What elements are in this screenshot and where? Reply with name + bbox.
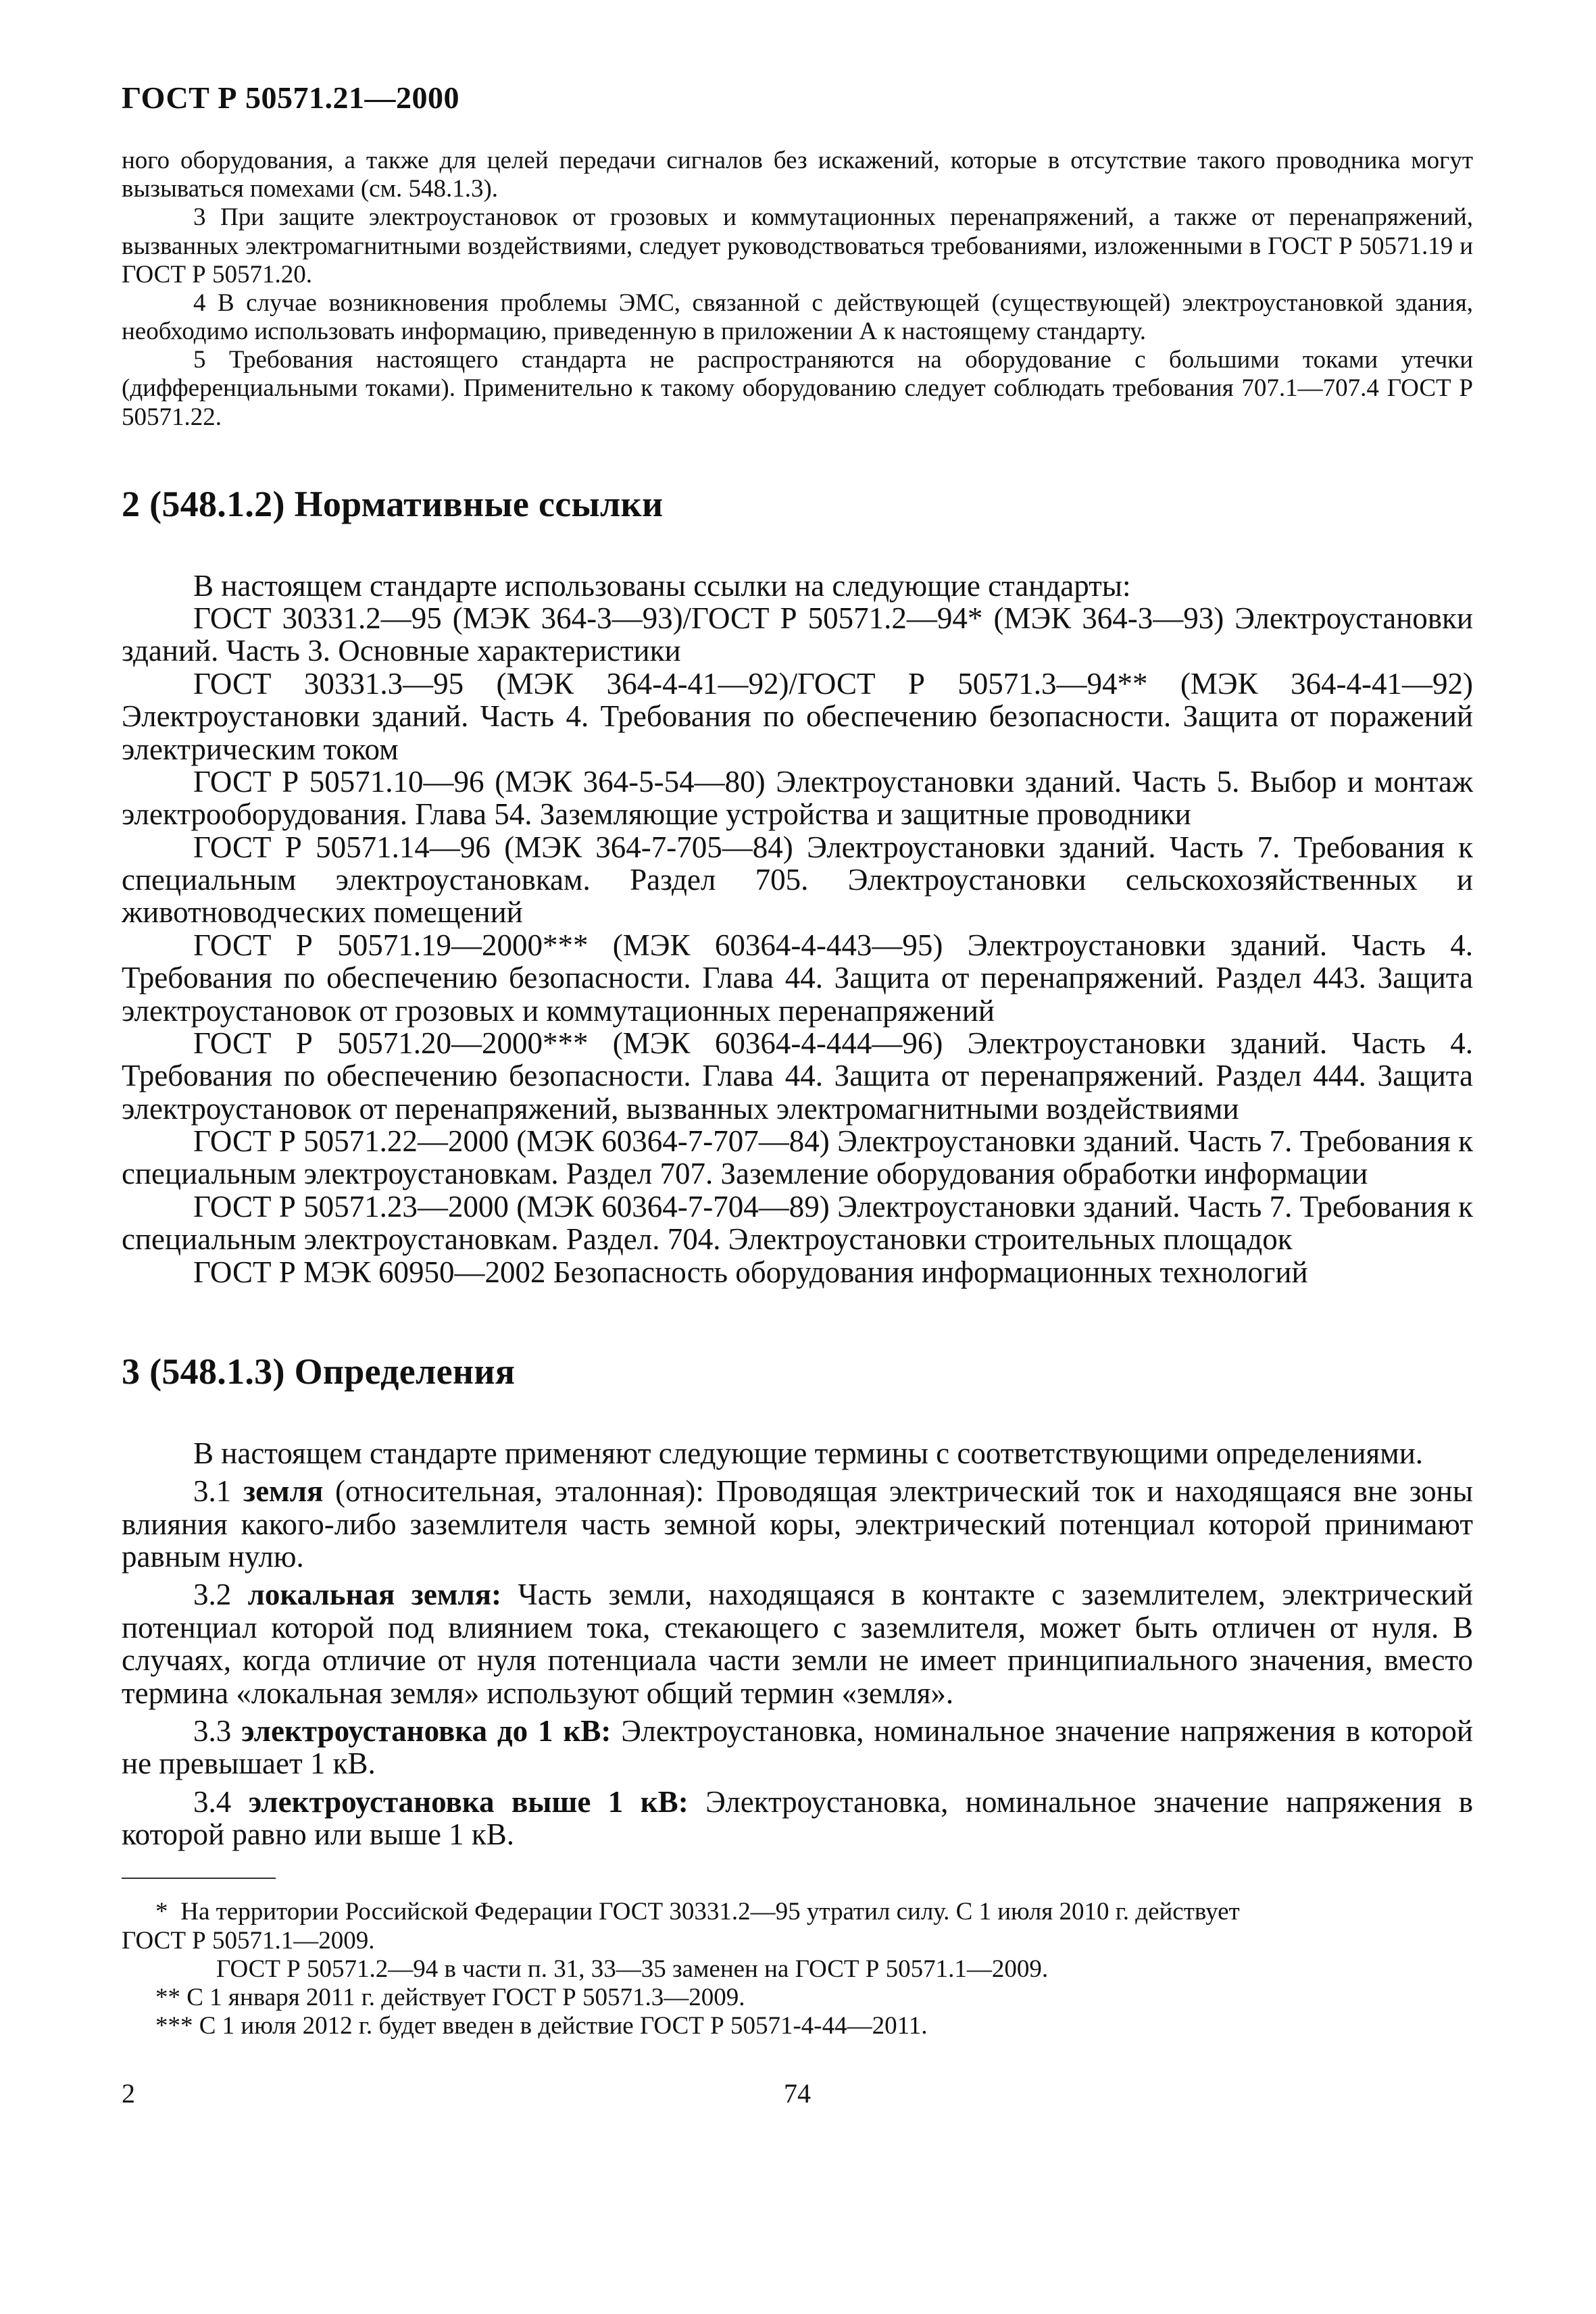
footnote (122, 1984, 1473, 2012)
definition-text: Часть земли, находящаяся в контакте с заземлителем, электрический потенциал которой под влиянием тока, стекающего с заземлителя, может быть отличен от нуля. В случаях, когда отличие от нуля потенциала части земли не имеет принципиального значения, вместо термина «локальная земля» используют общий термин «земля». (122, 1578, 1473, 1710)
definition-number: 3.2 (193, 1578, 232, 1612)
note-continuation: ного оборудования, а также для целей передачи сигналов без искажений, которые в отсутствие такого проводника могут вызываться помехами (см. 548.1.3). (122, 147, 1473, 203)
reference-item: ГОСТ 30331.3—95 (МЭК 364-4-41—92)/ГОСТ Р 50571.3—94** (МЭК 364-4-41—92) Электроустановки зданий. Часть 4. Требования по обеспечению безопасности. Защита от поражений электрическим током (122, 666, 1473, 766)
sheet-number: 74 (784, 2078, 811, 2109)
footnote-text: На территории Российской Федерации ГОСТ 30331.2—95 утратил силу. С 1 июля 2010 г. действует (180, 1898, 1240, 1926)
document-code: ГОСТ Р 50571.21—2000 (122, 80, 459, 115)
notes-block (122, 147, 1473, 432)
footnote (122, 1955, 1473, 1984)
definition-term: электроустановка выше 1 кВ: (248, 1784, 689, 1819)
footnote-text: С 1 января 2011 г. действует ГОСТ Р 50571.3—2009. (186, 1983, 745, 2011)
definition-item (122, 1715, 1473, 1780)
footnote-continuation (122, 1927, 1473, 1955)
definition-number: 3.1 (193, 1474, 232, 1509)
definitions-block (122, 1437, 1473, 1851)
footnote-text: ГОСТ Р 50571.1—2009. (122, 1926, 375, 1955)
reference-item: ГОСТ Р 50571.22—2000 (МЭК 60364-7-707—84) Электроустановки зданий. Часть 7. Требования к специальным электроустановкам. Раздел 707. Заземление оборудования обработки информации (122, 1124, 1473, 1191)
definition-text: Электроустановка, номинальное значение напряжения в которой не превышает 1 кВ. (122, 1713, 1473, 1781)
definition-number: 3.4 (193, 1784, 232, 1819)
definition-item (122, 1578, 1473, 1709)
note-5: 5 Требования настоящего стандарта не распространяются на оборудование с большими токами утечки (дифференциальными токами). Применительно к такому оборудованию следует соблюдать требования 707.1—707.4 ГОСТ Р 50571.22. (122, 346, 1473, 431)
footnote-divider (122, 1878, 276, 1879)
page-content (122, 80, 1473, 2040)
reference-item: ГОСТ Р МЭК 60950—2002 Безопасность оборудования информационных технологий (193, 1255, 1308, 1289)
definitions-intro: В настоящем стандарте применяют следующие термины с соответствующими определениями. (193, 1436, 1424, 1470)
definition-item (122, 1786, 1473, 1851)
reference-item: ГОСТ Р 50571.10—96 (МЭК 364-5-54—80) Электроустановки зданий. Часть 5. Выбор и монтаж электрооборудования. Глава 54. Заземляющие устройства и защитные проводники (122, 764, 1473, 832)
definition-item (122, 1475, 1473, 1573)
reference-item: ГОСТ Р 50571.19—2000*** (МЭК 60364-4-443—95) Электроустановки зданий. Часть 4. Требования по обеспечению безопасности. Глава 44. Защита от перенапряжений. Раздел 443. Защита электроустановок от грозовых и коммутационных перенапряжений (122, 928, 1473, 1028)
footnote-text: С 1 июля 2012 г. будет введен в действие ГОСТ Р 50571-4-44—2011. (199, 2012, 928, 2040)
references-block (122, 570, 1473, 1288)
definition-text: Электроустановка, номинальное значение напряжения в которой равно или выше 1 кВ. (122, 1784, 1473, 1852)
reference-item: ГОСТ 30331.2—95 (МЭК 364-3—93)/ГОСТ Р 50571.2—94* (МЭК 364-3—93) Электроустановки зданий. Часть 3. Основные характеристики (122, 601, 1473, 668)
footnote: * На территории Российской Федерации ГОСТ 30331.2—95 утратил силу. С 1 июля 2010 г. действует (155, 1898, 1240, 1926)
footnotes-block (122, 1898, 1473, 2040)
note-3: 3 При защите электроустановок от грозовых и коммутационных перенапряжений, а также от перенапряжений, вызванных электромагнитными воздействиями, следует руководствоваться требованиями, изложенными в ГОСТ Р 50571.19 и ГОСТ Р 50571.20. (122, 203, 1473, 288)
section-heading-references: 2 (548.1.2) Нормативные ссылки (122, 483, 664, 524)
definition-number: 3.3 (193, 1713, 232, 1748)
footnote-mark: *** (155, 2012, 193, 2040)
definition-term: локальная земля: (247, 1578, 502, 1612)
page-number: 2 (122, 2078, 135, 2109)
definition-term: земля (243, 1474, 324, 1509)
footnote (122, 2012, 1473, 2040)
footnote-mark: ** (155, 1983, 180, 2011)
reference-item: ГОСТ Р 50571.23—2000 (МЭК 60364-7-704—89) Электроустановки зданий. Часть 7. Требования к специальным электроустановкам. Раздел. 704. Электроустановки строительных площадок (122, 1189, 1473, 1257)
footnote-text: ГОСТ Р 50571.2—94 в части п. 31, 33—35 заменен на ГОСТ Р 50571.1—2009. (216, 1955, 1049, 1983)
reference-item: ГОСТ Р 50571.14—96 (МЭК 364-7-705—84) Электроустановки зданий. Часть 7. Требования к специальным электроустановкам. Раздел 705. Электроустановки сельскохозяйственных и животноводческих помещений (122, 830, 1473, 930)
reference-item: ГОСТ Р 50571.20—2000*** (МЭК 60364-4-444—96) Электроустановки зданий. Часть 4. Требования по обеспечению безопасности. Глава 44. Защита от перенапряжений. Раздел 444. Защита электроустановок от перенапряжений, вызванных электромагнитными воздействиями (122, 1026, 1473, 1126)
note-4: 4 В случае возникновения проблемы ЭМС, связанной с действующей (существующей) электроустановкой здания, необходимо использовать информацию, приведенную в приложении А к настоящему стандарту. (122, 288, 1473, 346)
section-heading-definitions: 3 (548.1.3) Определения (122, 1351, 516, 1392)
definition-text: (относительная, эталонная): Проводящая электрический ток и находящаяся вне зоны влияния какого-либо заземлителя часть земной коры, электрический потенциал которой принимают равным нулю. (122, 1474, 1473, 1574)
definition-term: электроустановка до 1 кВ: (241, 1713, 612, 1748)
references-intro: В настоящем стандарте использованы ссылки на следующие стандарты: (193, 568, 1131, 603)
